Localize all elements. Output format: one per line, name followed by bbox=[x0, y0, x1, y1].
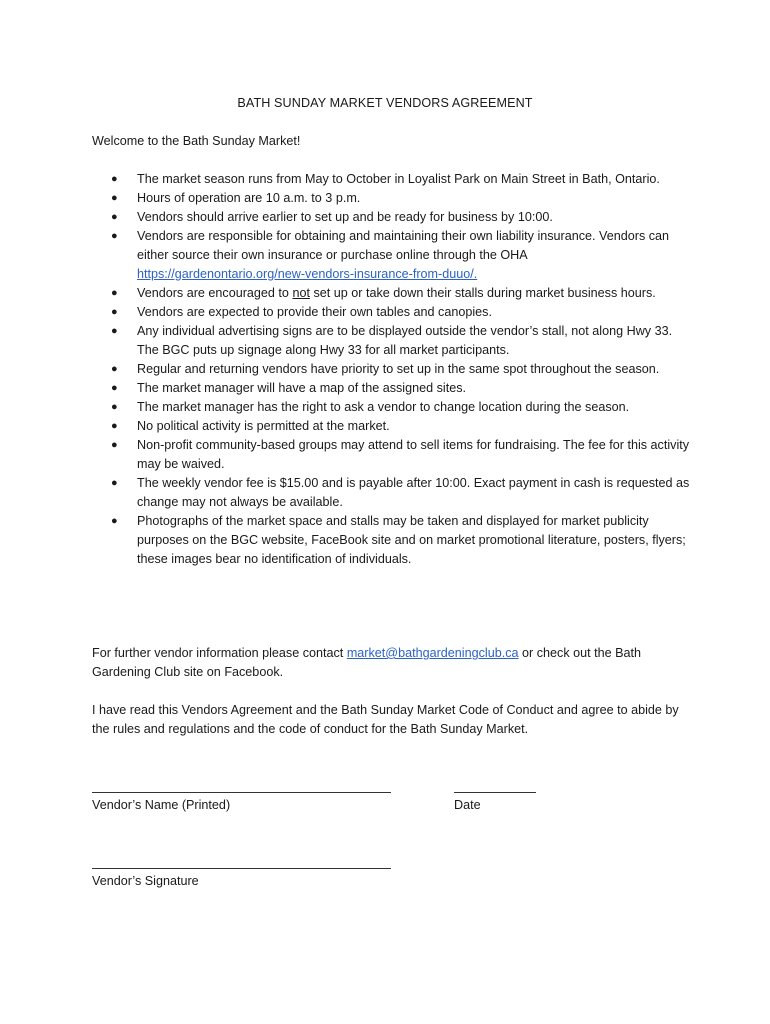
vendor-name-line bbox=[92, 792, 391, 793]
rule-text: The market manager has the right to ask a vendor to change location during the season. bbox=[137, 400, 630, 414]
vendor-name-label: Vendor’s Name (Printed) bbox=[92, 798, 231, 812]
welcome-text: Welcome to the Bath Sunday Market! bbox=[92, 134, 301, 148]
bullet-icon: ● bbox=[111, 382, 118, 394]
rule-text: Hours of operation are 10 a.m. to 3 p.m. bbox=[137, 191, 361, 205]
vendor-signature-label: Vendor’s Signature bbox=[92, 874, 199, 888]
date-label: Date bbox=[454, 798, 481, 812]
bullet-icon: ● bbox=[111, 211, 118, 223]
bullet-icon: ● bbox=[111, 173, 118, 185]
list-item bbox=[92, 303, 692, 322]
document-title: BATH SUNDAY MARKET VENDORS AGREEMENT bbox=[237, 96, 533, 110]
rule-text: Regular and returning vendors have priority to set up in the same spot throughout the season. bbox=[137, 362, 660, 376]
rule-text: set up or take down their stalls during market business hours. bbox=[309, 286, 656, 300]
bullet-icon: ● bbox=[111, 287, 118, 299]
email-link[interactable]: market@bathgardeningclub.ca bbox=[346, 646, 519, 660]
rule-text: Vendors are encouraged to bbox=[137, 286, 293, 300]
emphasis-text: not bbox=[292, 286, 310, 300]
list-item bbox=[92, 436, 692, 474]
list-item bbox=[92, 512, 692, 569]
list-item bbox=[92, 170, 692, 189]
bullet-icon: ● bbox=[111, 192, 118, 204]
list-item bbox=[92, 208, 692, 227]
bullet-icon: ● bbox=[111, 515, 118, 527]
list-item bbox=[92, 474, 692, 512]
rule-text: The weekly vendor fee is $15.00 and is payable after 10:00. Exact payment in cash is requested as change may not always be available. bbox=[137, 476, 690, 509]
bullet-icon: ● bbox=[111, 420, 118, 432]
bullet-icon: ● bbox=[111, 230, 118, 242]
list-item bbox=[92, 189, 692, 208]
rule-text: Photographs of the market space and stalls may be taken and displayed for market publicity purposes on the BGC website, FaceBook site and on market promotional literature, posters, flyers; these images bear no identification of individuals. bbox=[137, 514, 686, 566]
vendor-signature-line bbox=[92, 868, 391, 869]
bullet-icon: ● bbox=[111, 439, 118, 451]
list-item bbox=[92, 227, 692, 284]
contact-text: or check out the Bath Gardening Club site on Facebook. bbox=[92, 646, 642, 679]
list-item bbox=[92, 360, 692, 379]
list-item bbox=[92, 322, 692, 360]
contact-text: For further vendor information please contact bbox=[92, 646, 347, 660]
list-item bbox=[92, 398, 692, 417]
rule-text: The market manager will have a map of the assigned sites. bbox=[137, 381, 466, 395]
bullet-icon: ● bbox=[111, 363, 118, 375]
bullet-icon: ● bbox=[111, 401, 118, 413]
list-item bbox=[92, 284, 692, 303]
date-line bbox=[454, 792, 536, 793]
rule-text: Any individual advertising signs are to be displayed outside the vendor’s stall, not along Hwy 33. The BGC puts up signage along Hwy 33 for all market participants. bbox=[137, 324, 673, 357]
rule-text: Non-profit community-based groups may attend to sell items for fundraising. The fee for this activity may be waived. bbox=[137, 438, 690, 471]
rule-text: Vendors should arrive earlier to set up and be ready for business by 10:00. bbox=[137, 210, 553, 224]
rules-list bbox=[92, 170, 692, 569]
contact-paragraph bbox=[92, 644, 692, 682]
agreement-paragraph: I have read this Vendors Agreement and the Bath Sunday Market Code of Conduct and agree to abide by the rules and regulations and the code of conduct for the Bath Sunday Market. bbox=[92, 703, 679, 736]
rule-text: The market season runs from May to October in Loyalist Park on Main Street in Bath, Ontario. bbox=[137, 172, 660, 186]
list-item bbox=[92, 417, 692, 436]
insurance-link[interactable]: https://gardenontario.org/new-vendors-insurance-from-duuo/. bbox=[137, 267, 478, 281]
bullet-icon: ● bbox=[111, 306, 118, 318]
list-item bbox=[92, 379, 692, 398]
bullet-icon: ● bbox=[111, 325, 118, 337]
rule-text: Vendors are responsible for obtaining and maintaining their own liability insurance. Vendors can either source their own insurance or purchase online through the OHA bbox=[137, 229, 670, 262]
rule-text: No political activity is permitted at the market. bbox=[137, 419, 390, 433]
bullet-icon: ● bbox=[111, 477, 118, 489]
rule-text: Vendors are expected to provide their own tables and canopies. bbox=[137, 305, 492, 319]
